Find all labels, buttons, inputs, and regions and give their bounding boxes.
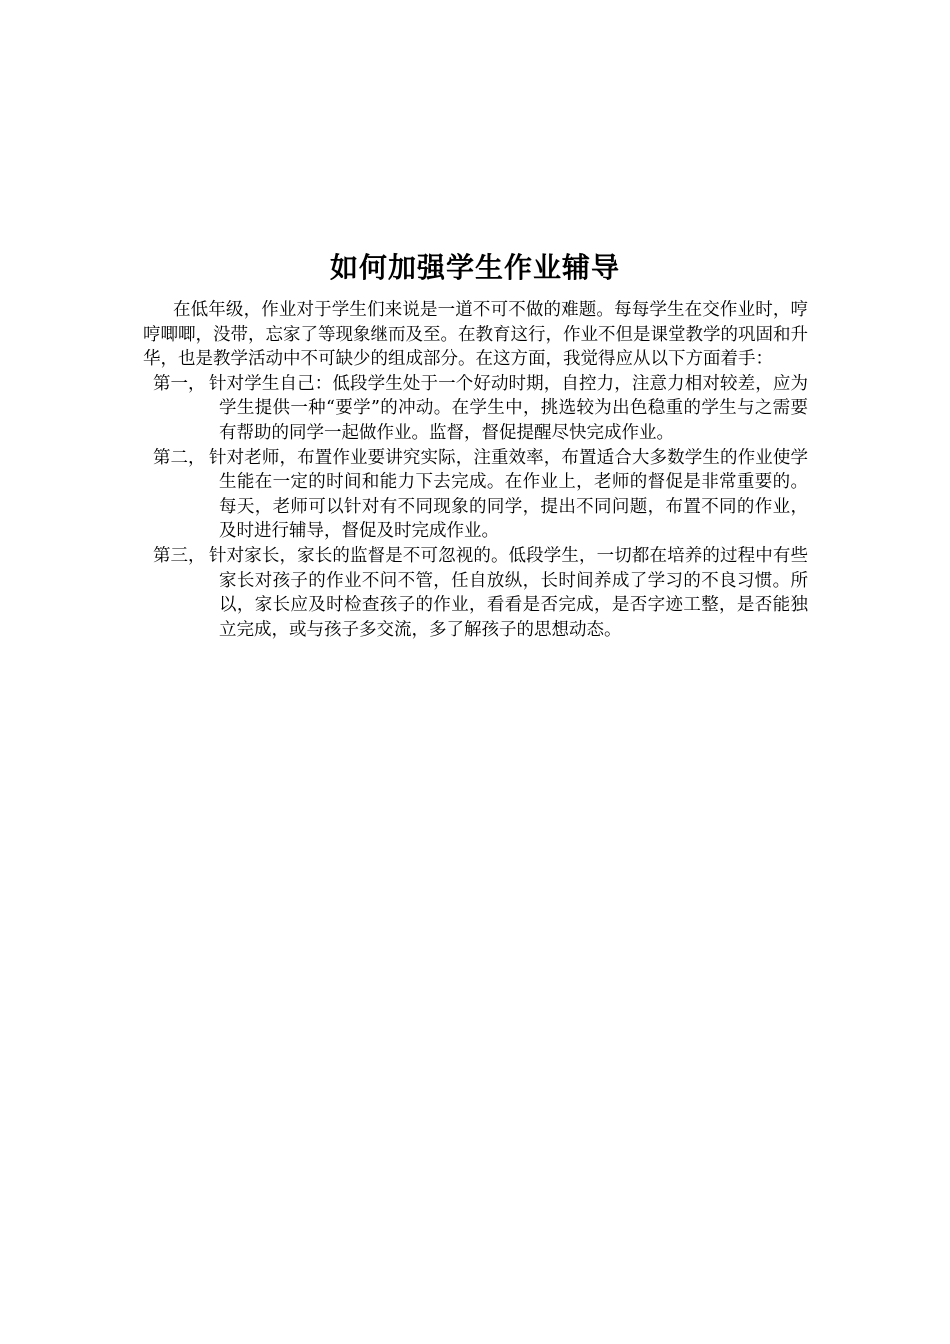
point-text: 针对学生自己：低段学生处于一个好动时期，自控力，注意力相对较差，应为学生提供一种“要学”的冲动。在学生中，挑选较为出色稳重的学生与之需要有帮助的同学一起做作业。监督，督促提醒尽快完成作业。 (209, 373, 808, 443)
point-label: 第二， (153, 447, 206, 468)
point-text: 针对老师，布置作业要讲究实际，注重效率，布置适合大多数学生的作业使学生能在一定的时间和能力下去完成。在作业上，老师的督促是非常重要的。每天，老师可以针对有不同现象的同学，提出不同问题，布置不同的作业，及时进行辅导，督促及时完成作业。 (209, 447, 808, 542)
intro-paragraph: 在低年级，作业对于学生们来说是一道不可不做的难题。每每学生在交作业时，哼哼唧唧，没带，忘家了等现象继而及至。在教育这行，作业不但是课堂教学的巩固和升华，也是教学活动中不可缺少的组成部分。在这方面，我觉得应从以下方面着手： (143, 300, 808, 370)
point-third (143, 544, 808, 642)
point-label: 第一， (153, 373, 206, 394)
document-title: 如何加强学生作业辅导 (329, 251, 620, 284)
document-body (143, 298, 808, 642)
point-second (143, 446, 808, 544)
point-label: 第三， (153, 545, 206, 566)
point-first (143, 372, 808, 446)
point-text: 针对家长，家长的监督是不可忽视的。低段学生，一切都在培养的过程中有些家长对孩子的作业不问不管，任自放纵，长时间养成了学习的不良习惯。所以，家长应及时检查孩子的作业，看看是否完成，是否字迹工整，是否能独立完成，或与孩子多交流，多了解孩子的思想动态。 (209, 545, 808, 640)
